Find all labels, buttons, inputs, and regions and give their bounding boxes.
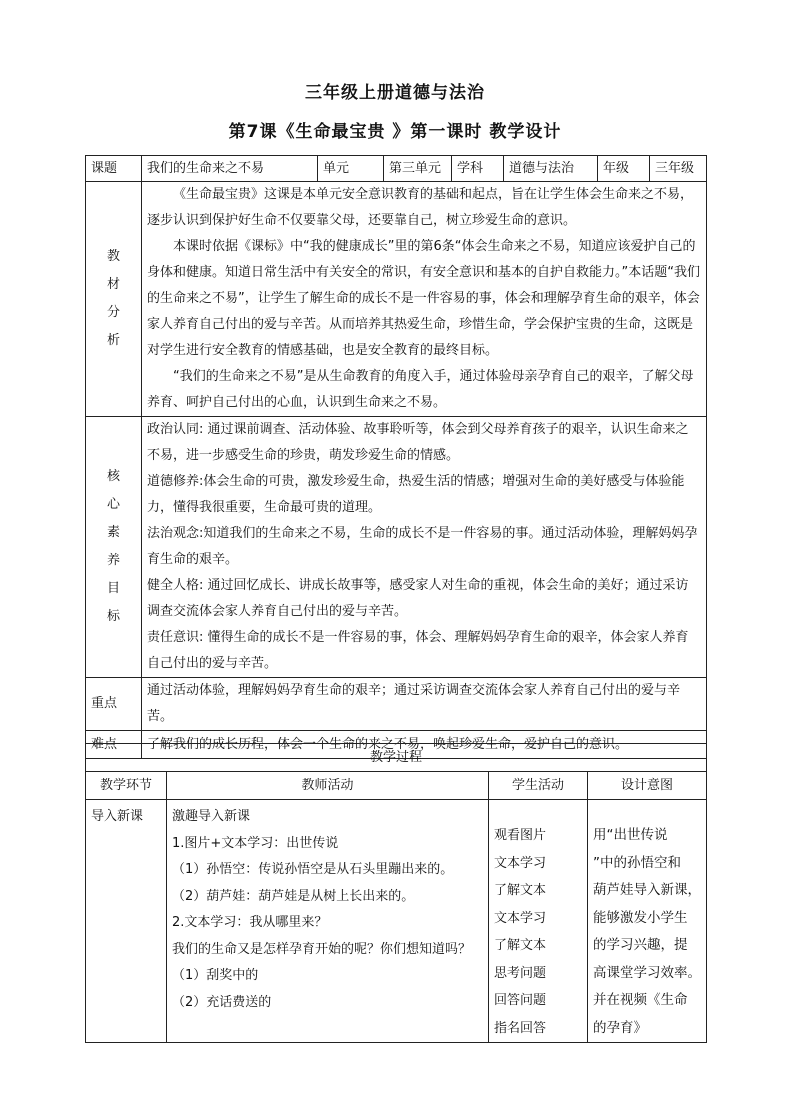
teaching-process-table — [85, 743, 707, 1043]
intent-line: 葫芦娃导入新课， — [593, 882, 701, 898]
student-activity-cell — [489, 800, 588, 1043]
analysis-paragraph: “我们的生命来之不易”是从生命教育的角度入手，通过体验母亲孕育自己的艰辛，了解父母养育、呵护自己付出的心血，认识到生命来之不易。 — [147, 369, 694, 410]
student-line: 思考问题 — [494, 965, 547, 981]
design-intent-cell — [588, 800, 707, 1043]
student-line: 文本学习 — [494, 910, 547, 926]
intent-line: ”中的孙悟空和 — [593, 854, 681, 871]
intent-line: 能够激发小学生 — [593, 909, 688, 926]
header-student: 学生活动 — [489, 772, 588, 800]
analysis-row — [86, 182, 707, 417]
student-line: 文本学习 — [494, 855, 547, 871]
difficulty-label: 难点 — [86, 731, 142, 759]
key-point-row — [86, 678, 707, 731]
student-line: 观看图片 — [494, 828, 547, 843]
topic-value: 我们的生命来之不易 — [142, 156, 318, 182]
stage-cell: 导入新课 — [86, 800, 167, 1043]
process-header-row — [86, 772, 707, 800]
lesson-info-table — [85, 155, 707, 759]
teacher-line: （2）充话费送的 — [172, 994, 272, 1010]
goal-item: 法治观念:知道我们的生命来之不易，生命的成长不是一件容易的事。通过活动体验，理解妈妈孕育生命的艰辛。 — [147, 526, 698, 567]
process-title-row — [86, 744, 707, 772]
intent-line: 的学习兴趣，提 — [593, 937, 688, 953]
teacher-line: 2.文本学习：我从哪里来？ — [172, 915, 328, 930]
teacher-line: （2）葫芦娃：葫芦娃是从树上长出来的。 — [172, 888, 415, 904]
intent-line: 的孕育》 — [593, 1019, 647, 1036]
header-teacher: 教师活动 — [167, 772, 489, 800]
intent-line: 并在视频《生命 — [593, 992, 688, 1008]
goals-row — [86, 417, 707, 678]
student-line: 了解文本 — [494, 883, 547, 898]
unit-value: 第三单元 — [384, 156, 452, 182]
goal-item: 责任意识: 懂得生命的成长不是一件容易的事，体会、理解妈妈孕育生命的艰辛，体会家人养育自己付出的爱与辛苦。 — [147, 630, 689, 671]
key-point-label: 重点 — [86, 678, 142, 731]
teacher-line: 激趣导入新课 — [172, 809, 251, 824]
student-line: 了解文本 — [494, 938, 547, 953]
analysis-label: 教材分析 — [86, 182, 142, 417]
document-title: 三年级上册道德与法治 — [305, 83, 485, 103]
teacher-line: 1.图片+文本学习：出世传说 — [172, 835, 339, 851]
subject-label: 学科 — [452, 156, 504, 182]
teacher-line: （1）孙悟空：传说孙悟空是从石头里蹦出来的。 — [172, 862, 454, 877]
student-line: 指名回答 — [494, 1020, 547, 1036]
topic-label: 课题 — [86, 156, 142, 182]
teacher-line: 我们的生命又是怎样孕育开始的呢？你们想知道吗？ — [172, 941, 472, 957]
analysis-paragraph: 本课时依据《课标》中“我的健康成长”里的第6条“体会生命来之不易，知道应该爱护自己的身体和健康。知道日常生活中有关安全的常识，有安全意识和基本的自护自救能力。”本话题“我们的生命来之不易”，让学生了解生命的成长不是一件容易的事，体会和理解孕育生命的艰辛，体会家人养育自己付出的爱与辛苦。从而培养其热爱生命，珍惜生命，学会保护宝贵的生命，这既是对学生进行安全教育的情感基础，也是安全教育的最终目标。 — [147, 239, 700, 358]
unit-label: 单元 — [318, 156, 384, 182]
analysis-paragraph: 《生命最宝贵》这课是本单元安全意识教育的基础和起点，旨在让学生体会生命来之不易，逐步认识到保护好生命不仅要靠父母，还要靠自己，树立珍爱生命的意识。 — [147, 187, 694, 228]
lesson-subtitle: 第7课《生命最宝贵 》第一课时 教学设计 — [228, 122, 562, 142]
goal-item: 政治认同: 通过课前调查、活动体验、故事聆听等，体会到父母养育孩子的艰辛，认识生命来之不易，进一步感受生命的珍贵，萌发珍爱生命的情感。 — [147, 422, 689, 463]
header-stage: 教学环节 — [86, 772, 167, 800]
teacher-activity-cell — [167, 800, 489, 1043]
grade-label: 年级 — [598, 156, 650, 182]
goals-content — [142, 417, 707, 678]
grade-value: 三年级 — [650, 156, 707, 182]
teacher-line: （1）刮奖中的 — [172, 968, 259, 983]
header-intent: 设计意图 — [588, 772, 707, 800]
process-row — [86, 800, 707, 1043]
key-point-text: 通过活动体验，理解妈妈孕育生命的艰辛；通过采访调查交流体会家人养育自己付出的爱与辛苦。 — [142, 678, 707, 731]
intent-line: 用“出世传说 — [593, 827, 668, 843]
info-row — [86, 156, 707, 182]
difficulty-text: 了解我们的成长历程，体会一个生命的来之不易，唤起珍爱生命，爱护自己的意识。 — [142, 731, 707, 759]
goals-label: 核心素养目标 — [86, 417, 142, 678]
intent-line: 高课堂学习效率。 — [593, 964, 701, 981]
subject-value: 道德与法治 — [504, 156, 598, 182]
goal-item: 健全人格: 通过回忆成长、讲成长故事等，感受家人对生命的重视，体会生命的美好；通过采访调查交流体会家人养育自己付出的爱与辛苦。 — [147, 578, 689, 619]
process-title: 教学过程 — [86, 744, 707, 772]
analysis-content — [142, 182, 707, 417]
student-line: 回答问题 — [494, 993, 547, 1008]
goal-item: 道德修养:体会生命的可贵，激发珍爱生命，热爱生活的情感；增强对生命的美好感受与体验能力，懂得我很重要，生命最可贵的道理。 — [147, 474, 685, 515]
